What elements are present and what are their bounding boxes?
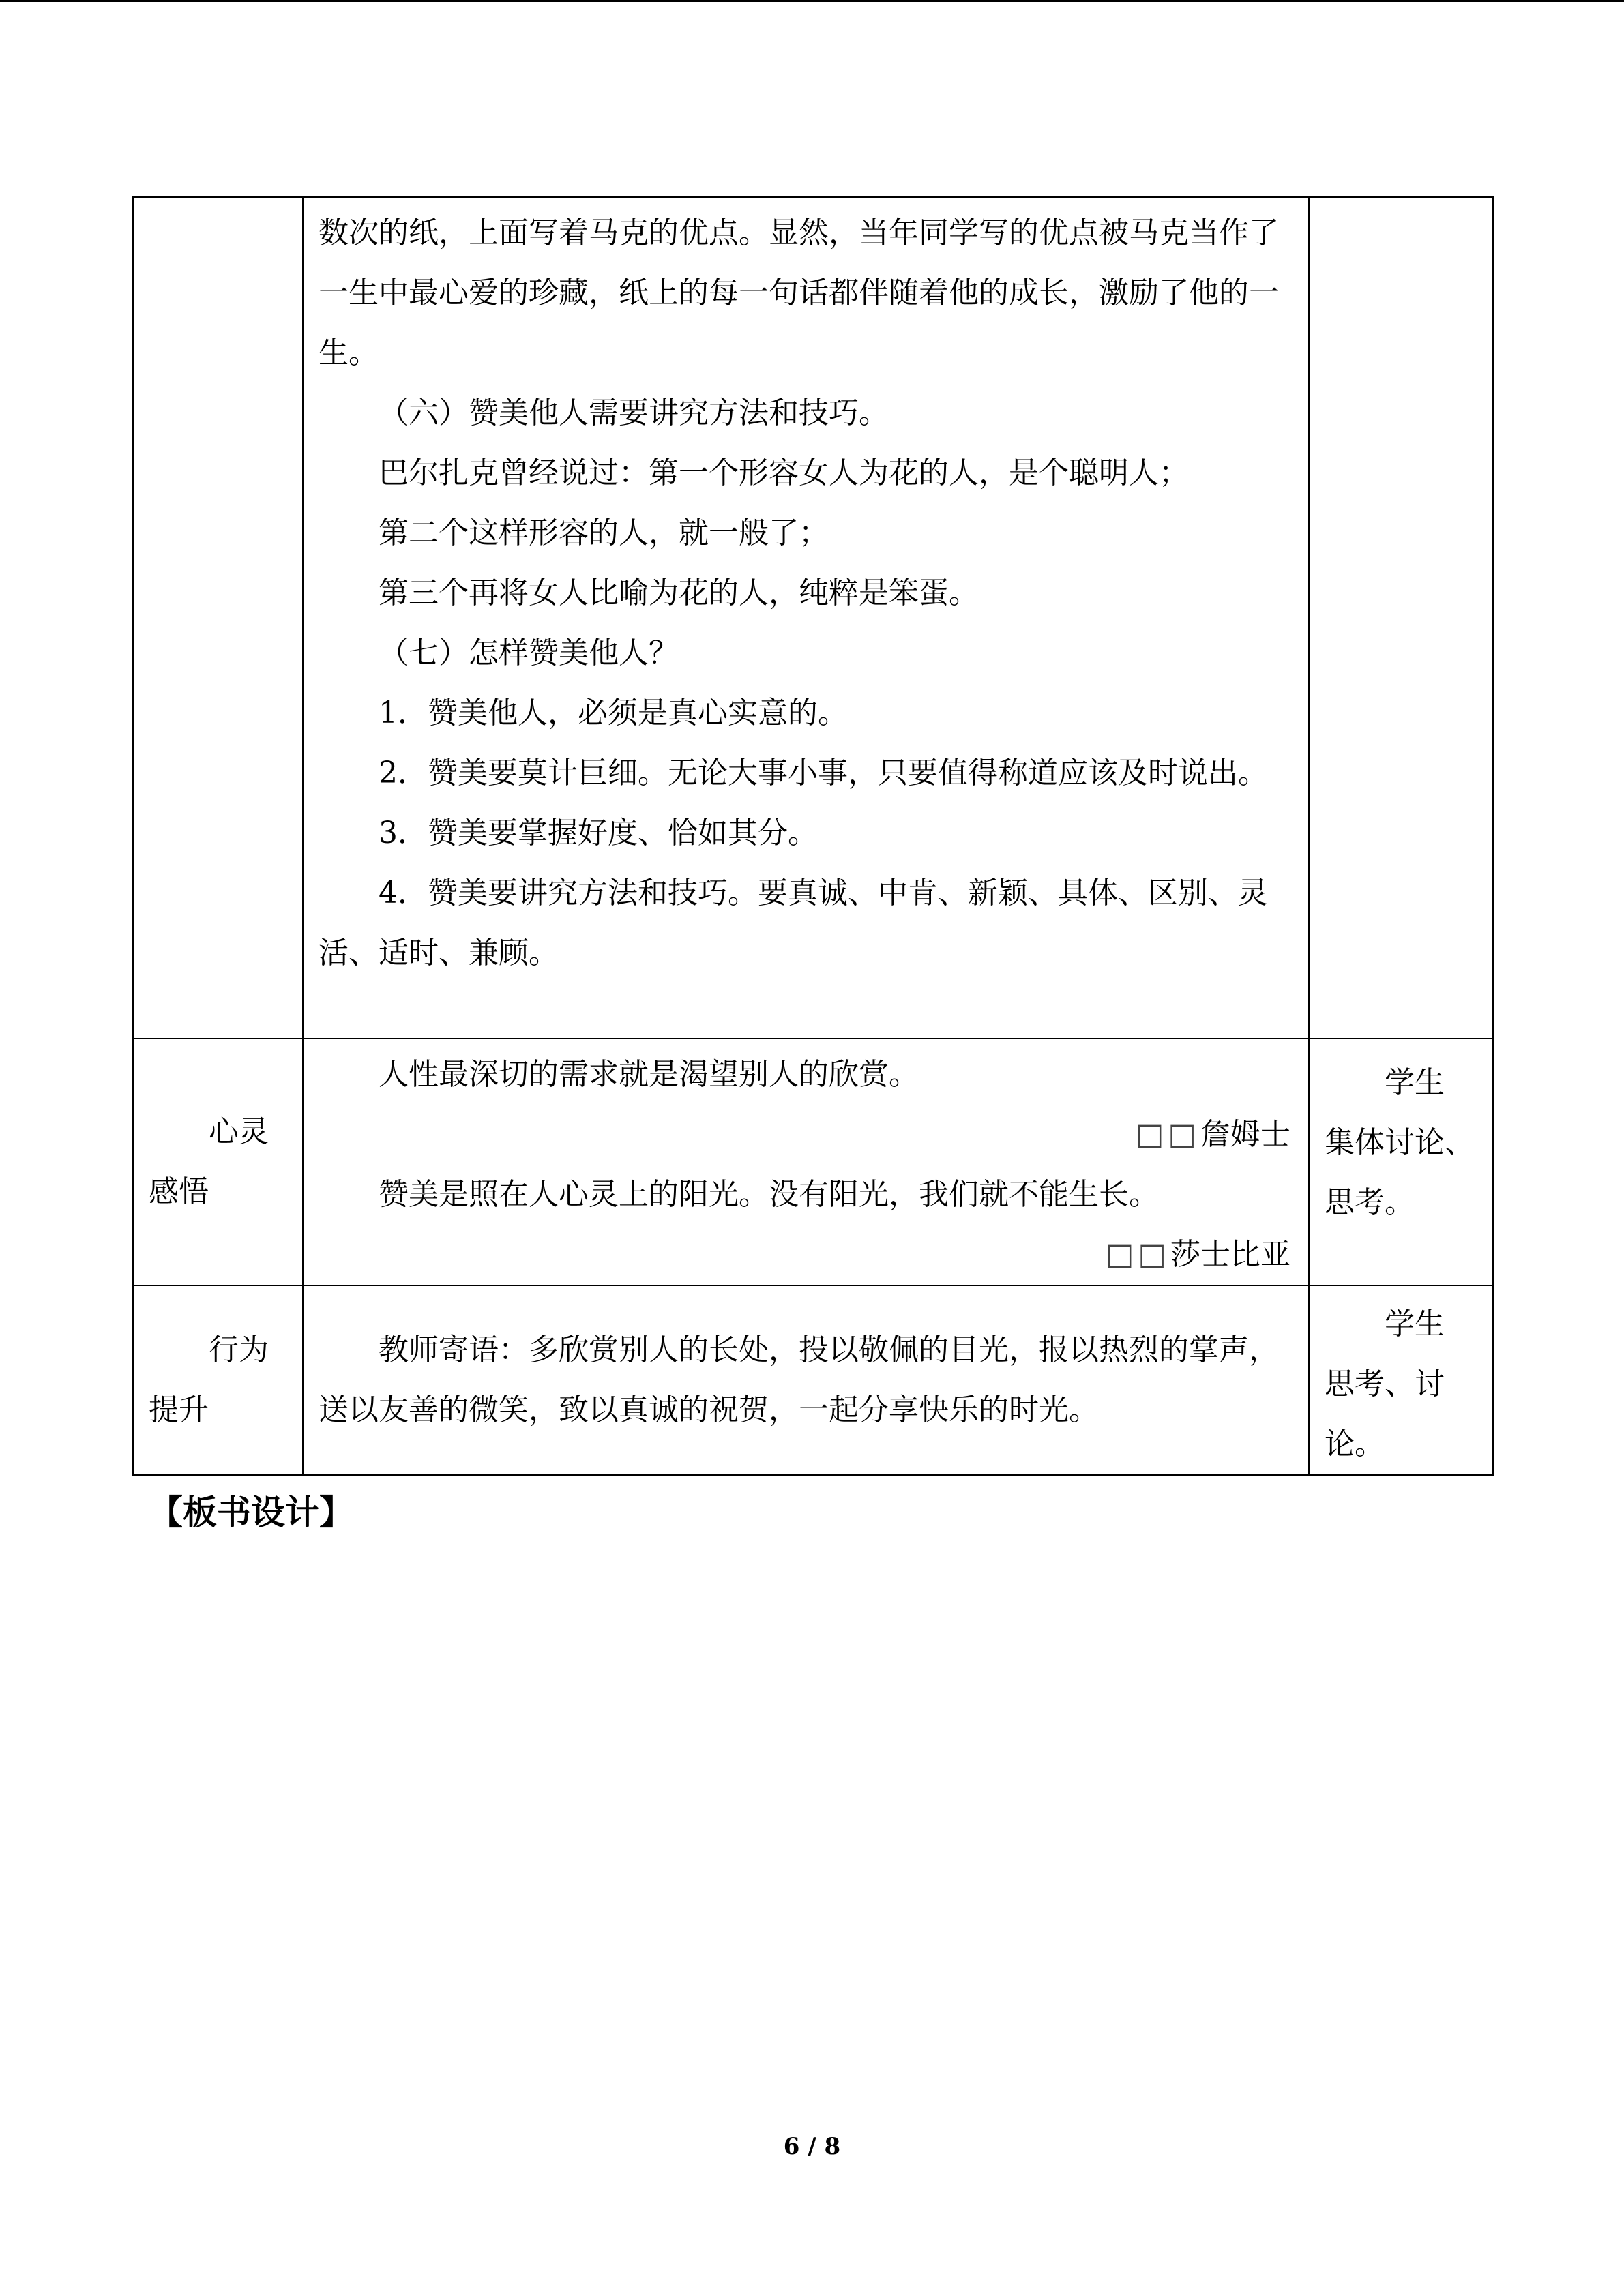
row2-note-line2: 集体讨论、思考。 xyxy=(1325,1125,1475,1220)
quote-text-2: 赞美是照在人心灵上的阳光。没有阳光，我们就不能生长。 xyxy=(379,1177,1159,1212)
row3-content-cell xyxy=(303,1285,1309,1475)
row3-note-line1: 学生 xyxy=(1385,1307,1445,1341)
row2-label-cell xyxy=(133,1039,303,1285)
content-paragraph: 4．赞美要讲究方法和技巧。要真诚、中肯、新颖、具体、区别、灵活、适时、兼顾。 xyxy=(319,876,1268,970)
quote-author-1: □□詹姆士 xyxy=(1135,1117,1290,1152)
row2-content-cell xyxy=(303,1039,1309,1285)
content-paragraph: 3．赞美要掌握好度、恰如其分。 xyxy=(379,816,818,850)
lesson-plan-table xyxy=(132,196,1494,1476)
table-row xyxy=(133,1039,1493,1285)
content-paragraph: 第三个再将女人比喻为花的人，纯粹是笨蛋。 xyxy=(379,576,979,610)
row1-label-cell xyxy=(133,197,303,1039)
row3-label-line2: 提升 xyxy=(149,1392,209,1427)
quote-author-2: □□莎士比亚 xyxy=(1105,1237,1290,1272)
row3-label-line1: 行为 xyxy=(209,1332,269,1367)
row3-note-cell xyxy=(1309,1285,1493,1475)
content-paragraph: 第二个这样形容的人，就一般了； xyxy=(379,516,829,550)
content-paragraph: （六）赞美他人需要讲究方法和技巧。 xyxy=(379,396,889,430)
row2-label-line1: 心灵 xyxy=(209,1114,269,1149)
row2-note-cell xyxy=(1309,1039,1493,1285)
table-row xyxy=(133,197,1493,1039)
row3-note-line2: 思考、讨论。 xyxy=(1325,1367,1445,1461)
section-title: 【板书设计】 xyxy=(149,1493,353,1532)
content-paragraph: （七）怎样赞美他人？ xyxy=(379,636,679,670)
row1-content-cell xyxy=(303,197,1309,1039)
teacher-message: 教师寄语：多欣赏别人的长处，投以敬佩的目光，报以热烈的掌声，送以友善的微笑，致以真诚的祝贺，一起分享快乐的时光。 xyxy=(319,1332,1279,1427)
content-paragraph: 巴尔扎克曾经说过：第一个形容女人为花的人，是个聪明人； xyxy=(379,456,1189,490)
content-paragraph: 2．赞美要莫计巨细。无论大事小事，只要值得称道应该及时说出。 xyxy=(379,756,1268,790)
row3-label-cell xyxy=(133,1285,303,1475)
table-row xyxy=(133,1285,1493,1475)
content-paragraph: 数次的纸，上面写着马克的优点。显然，当年同学写的优点被马克当作了一生中最心爱的珍藏，纸上的每一句话都伴随着他的成长，激励了他的一生。 xyxy=(319,215,1279,370)
page-number: 6 / 8 xyxy=(783,2133,841,2160)
row2-label-line2: 感悟 xyxy=(149,1174,209,1209)
quote-text-1: 人性最深切的需求就是渴望别人的欣赏。 xyxy=(379,1057,919,1092)
content-paragraph: 1．赞美他人，必须是真心实意的。 xyxy=(379,696,848,730)
page-top-border xyxy=(0,0,1624,2)
row2-note-line1: 学生 xyxy=(1385,1065,1445,1100)
row1-note-cell xyxy=(1309,197,1493,1039)
